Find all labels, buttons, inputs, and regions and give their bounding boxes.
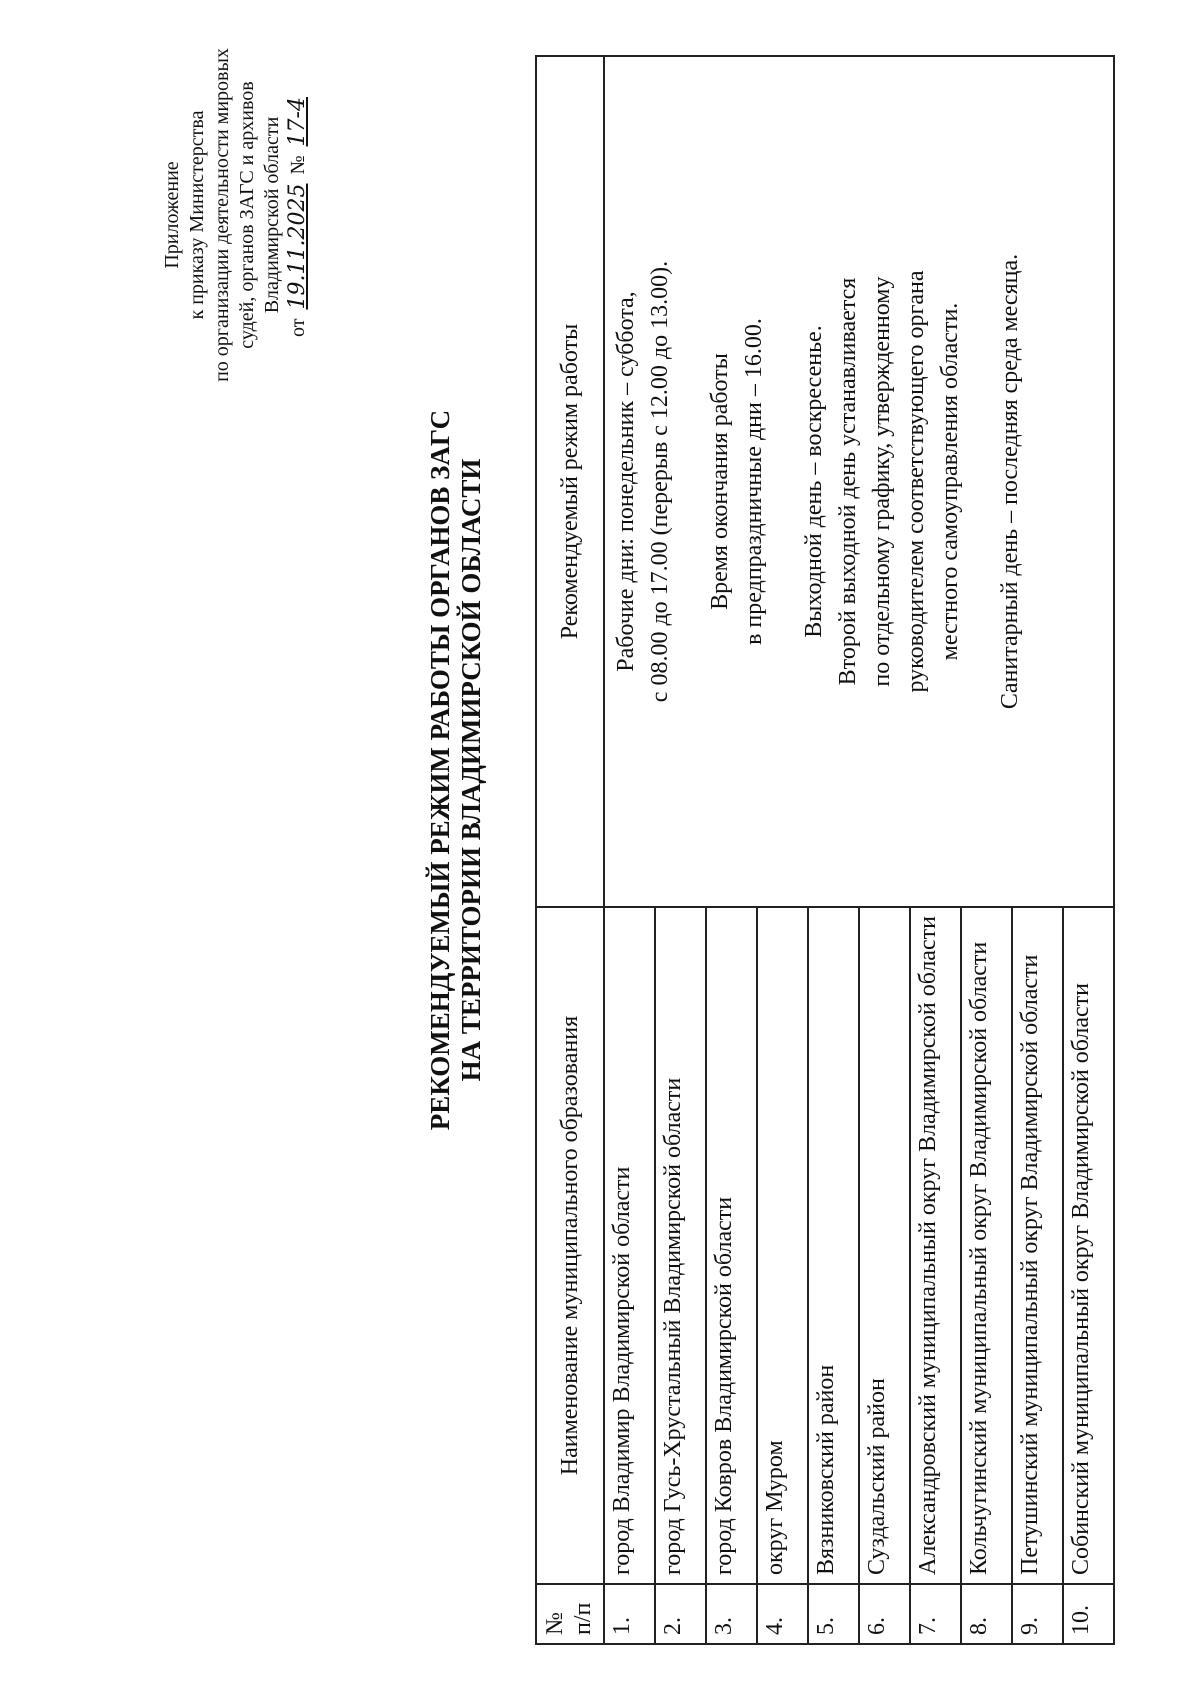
table-row xyxy=(604,56,655,1644)
mode-line: руководителем соответствующего органа xyxy=(903,270,929,693)
row-name: Суздальский район xyxy=(859,907,910,1584)
document-title xyxy=(425,30,487,1510)
number-label: № xyxy=(287,155,309,175)
mode-gap xyxy=(771,65,797,898)
title-line: НА ТЕРРИТОРИИ ВЛАДИМИРСКОЙ ОБЛАСТИ xyxy=(456,458,486,1082)
from-label: от xyxy=(287,318,309,337)
mode-line: Выходной день – воскресенье. xyxy=(801,325,827,638)
appendix-title: Приложение xyxy=(161,161,183,269)
header-number-line: п/п xyxy=(570,1602,596,1635)
row-name: город Гусь-Хрустальный Владимирской области xyxy=(655,907,706,1584)
row-number: 3. xyxy=(706,1584,757,1644)
mode-gap xyxy=(967,65,993,898)
row-number: 6. xyxy=(859,1584,910,1644)
header-number-line: № xyxy=(542,1612,568,1635)
row-number: 5. xyxy=(808,1584,859,1644)
row-number: 8. xyxy=(961,1584,1012,1644)
mode-line: по отдельному графику, утвержденному xyxy=(869,276,895,687)
header-mode: Рекомендуемый режим работы xyxy=(536,56,604,907)
row-number: 10. xyxy=(1063,1584,1114,1644)
mode-line: в предпраздничные дни – 16.00. xyxy=(741,318,767,645)
handwritten-number: 17-4 xyxy=(285,97,310,147)
handwritten-date: 19.11.2025 xyxy=(285,183,310,310)
appendix-line: судей, органов ЗАГС и архивов xyxy=(236,81,258,349)
mode-line: Время окончания работы xyxy=(707,353,733,610)
row-number: 7. xyxy=(910,1584,961,1644)
appendix-block xyxy=(160,0,311,445)
table-header-row xyxy=(536,56,604,1644)
appendix-line: к приказу Министерства xyxy=(186,110,208,320)
row-name: город Владимир Владимирской области xyxy=(604,907,655,1584)
mode-line: местного самоуправления области. xyxy=(937,302,963,661)
appendix-line: по организации деятельности мировых xyxy=(211,48,233,382)
title-line: РЕКОМЕНДУЕМЫЙ РЕЖИМ РАБОТЫ ОРГАНОВ ЗАГС xyxy=(425,409,455,1131)
row-name: Александровский муниципальный округ Владимирской области xyxy=(910,907,961,1584)
row-name: город Ковров Владимирской области xyxy=(706,907,757,1584)
row-number: 4. xyxy=(757,1584,808,1644)
mode-line: Рабочие дни: понедельник – суббота, xyxy=(613,291,639,672)
mode-gap xyxy=(677,65,703,898)
row-number: 1. xyxy=(604,1584,655,1644)
schedule-table xyxy=(535,55,1115,1645)
row-name: округ Муром xyxy=(757,907,808,1584)
header-name: Наименование муниципального образования xyxy=(536,907,604,1584)
row-number: 2. xyxy=(655,1584,706,1644)
row-name: Собинский муниципальный округ Владимирской области xyxy=(1063,907,1114,1584)
mode-line: Санитарный день – последняя среда месяца. xyxy=(997,253,1023,710)
row-number: 9. xyxy=(1012,1584,1063,1644)
appendix-date-line xyxy=(285,0,311,445)
mode-line: с 08.00 до 17.00 (перерыв с 12.00 до 13.00). xyxy=(647,260,673,703)
appendix-line: Владимирской области xyxy=(261,116,283,314)
row-name: Вязниковский район xyxy=(808,907,859,1584)
work-mode-cell xyxy=(604,56,1114,907)
row-name: Кольчугинский муниципальный округ Владимирской области xyxy=(961,907,1012,1584)
header-number xyxy=(536,1584,604,1644)
row-name: Петушинский муниципальный округ Владимирской области xyxy=(1012,907,1063,1584)
mode-line: Второй выходной день устанавливается xyxy=(835,277,861,686)
